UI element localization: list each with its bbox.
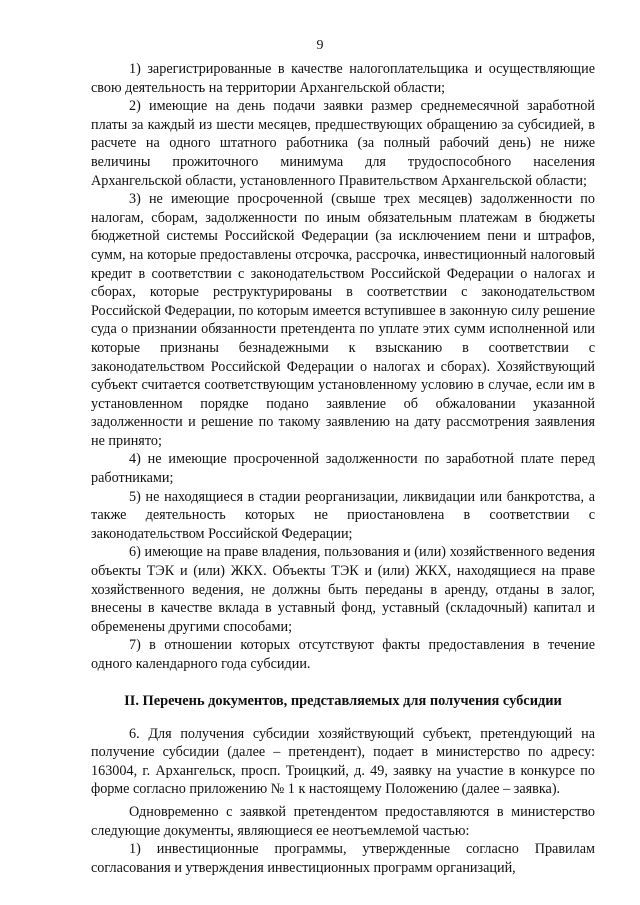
documents-intro: Одновременно с заявкой претендентом предоставляются в министерство следующие документы, являющиеся ее неотъемлемой частью: — [91, 803, 595, 839]
condition-item-5: 5) не находящиеся в стадии реорганизации, ликвидации или банкротства, а также деятельность которых не приостановлена в соответствии с законодательством Российской Федерации; — [91, 488, 595, 542]
page-number: 9 — [316, 38, 324, 53]
condition-item-7: 7) в отношении которых отсутствуют факты предоставления в течение одного календарного года субсидии. — [91, 637, 595, 672]
condition-item-2: 2) имеющие на день подачи заявки размер среднемесячной заработной платы за каждый из шести месяцев, предшествующих обращению за субсидией, в расчете на одного штатного работника (за полный рабочий день) не ниже величины прожиточного минимума для трудоспособного населения Архангельской области, установленного Правительством Архангельской области; — [91, 98, 595, 189]
section-heading: II. Перечень документов, представляемых для получения субсидии — [124, 692, 562, 709]
clause-6: 6. Для получения субсидии хозяйствующий субъект, претендующий на получение субсидии (далее – претендент), подает в министерство по адресу: 163004, г. Архангельск, просп. Троицкий, д. 49, заявку на участие в конкурсе по форме согласно приложению № 1 к настоящему Положению (далее – заявка). — [91, 725, 595, 798]
document-item-1: 1) инвестиционные программы, утвержденные согласно Правилам согласования и утверждения инвестиционных программ организаций, — [91, 841, 595, 876]
condition-item-6: 6) имеющие на праве владения, пользования и (или) хозяйственного ведения объекты ТЭК и (или) ЖКХ. Объекты ТЭК и (или) ЖКХ, находящиеся на праве хозяйственного ведения, не должны быть переданы в аренду, отданы в залог, внесены в качестве вклада в уставный фонд, уставный (складочный) капитал и обременены другими способами; — [91, 544, 595, 635]
condition-item-4: 4) не имеющие просроченной задолженности по заработной плате перед работниками; — [91, 451, 595, 487]
document-body — [91, 60, 595, 877]
condition-item-3: 3) не имеющие просроченной (свыше трех месяцев) задолженности по налогам, сборам, задолженности по иным обязательным платежам в бюджеты бюджетной системы Российской Федерации (за исключением пени и штрафов, сумм, на которые предоставлены отсрочка, рассрочка, инвестиционный налоговый кредит в соответствии с законодательством Российской Федерации о налогах и сборах, которые реструктурированы в соответствии с законодательством Российской Федерации, по которым имеется вступившее в законную силу решение суда о признании обязанности претендента по уплате этих сумм исполненной или которые признаны безнадежными к взысканию в соответствии с законодательством Российской Федерации о налогах и сборах). Хозяйствующий субъект считается соответствующим установленному условию в случае, если им в установленном порядке подано заявление об обжаловании указанной задолженности и решение по такому заявлению на дату рассмотрения заявления не принято; — [91, 191, 595, 449]
condition-item-1: 1) зарегистрированные в качестве налогоплательщика и осуществляющие свою деятельность на территории Архангельской области; — [91, 61, 595, 96]
